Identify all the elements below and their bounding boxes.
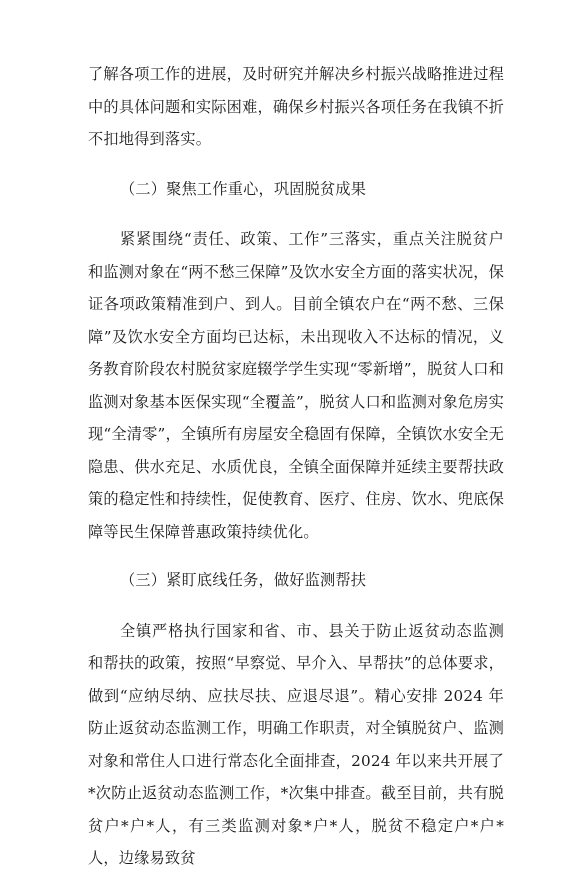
paragraph-continuation: 了解各项工作的进展，及时研究并解决乡村振兴战略推进过程中的具体问题和实际困难，确保乡村振兴各项任务在我镇不折不扣地得到落实。: [88, 65, 504, 148]
paragraph-section-3: 全镇严格执行国家和省、市、县关于防止返贫动态监测和帮扶的政策，按照“早察觉、早介入、早帮扶”的总体要求，做到“应纳尽纳、应扶尽扶、应退尽退”。精心安排 2024 年防止返贫动态监测工作，明确工作职责，对全镇脱贫户、监测对象和常住人口进行常态化全面排查，2024 年以来共开展了*次防止返贫动态监测工作，*次集中排查。截至目前，共有脱贫户*户*人，有三类监测对象*户*人，脱贫不稳定户*户*人，边缘易致贫: [88, 621, 505, 867]
section-heading-2: （二）聚焦工作重心，巩固脱贫成果: [120, 179, 367, 198]
section-heading-3: （三）紧盯底线任务，做好监测帮扶: [120, 571, 367, 589]
document-body: [88, 58, 504, 892]
paragraph-section-2: 紧紧围绕“责任、政策、工作”三落实，重点关注脱贫户和监测对象在“两不愁三保障”及饮水安全方面的落实状况，保证各项政策精准到户、到人。目前全镇农户在“两不愁、三保障”及饮水安全方面均已达标，未出现收入不达标的情况，义务教育阶段农村脱贫家庭辍学学生实现“零新增”，脱贫人口和监测对象基本医保实现“全覆盖”，脱贫人口和监测对象危房实现“全清零”，全镇所有房屋安全稳固有保障，全镇饮水安全无隐患、供水充足、水质优良，全镇全面保障并延续主要帮扶政策的稳定性和持续性，促使教育、医疗、住房、饮水、兜底保障等民生保障普惠政策持续优化。: [88, 230, 505, 541]
